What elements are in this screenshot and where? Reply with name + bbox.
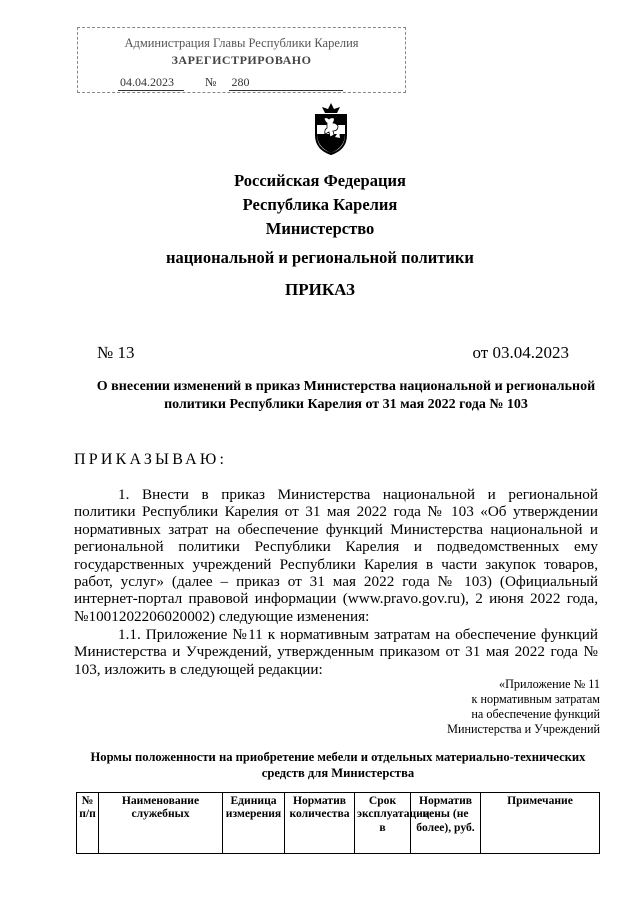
header-ministry: Министерство	[265, 219, 375, 238]
table-header-cell: Единица измерения	[223, 793, 285, 854]
stamp-reg-line	[118, 75, 343, 91]
appendix-line-2: к нормативным затратам	[471, 692, 600, 706]
appendix-line-3: на обеспечение функций	[471, 707, 600, 721]
decree-word: ПРИКАЗЫВАЮ:	[74, 451, 228, 468]
table-header-cell: Норматив количества	[285, 793, 355, 854]
appendix-line-1: «Приложение № 11	[499, 677, 600, 691]
document-type: ПРИКАЗ	[285, 280, 355, 299]
table-header-cell: № п/п	[77, 793, 99, 854]
table-header-cell: Наименование служебных	[99, 793, 223, 854]
stamp-number: 280	[229, 75, 343, 91]
norms-table	[76, 792, 600, 854]
stamp-date: 04.04.2023	[118, 75, 184, 91]
table-header-cell: Норматив цены (не более), руб.	[411, 793, 481, 854]
header-republic: Республика Карелия	[242, 195, 398, 214]
table-header-row	[77, 793, 600, 854]
subject-line-2: политики Республики Карелия от 31 мая 2022 года № 103	[164, 397, 528, 412]
paragraph-1: 1. Внести в приказ Министерства национальной и региональной политики Республики Карелия от 31 мая 2022 года № 103 «Об утверждении нормативных затрат на обеспечение функций Министерства национальной и региональной политики Республики Карелия и подведомственных ему государственных учреждений Республики Карелия в части закупок товаров, работ, услуг» (далее – приказ от 31 мая 2022 года № 103) (Официальный интернет-портал правовой информации (www.pravo.gov.ru), 2 июня 2022 года, №1001202206020002) следующие изменения:	[74, 486, 598, 625]
norms-title-line-1: Нормы положенности на приобретение мебели и отдельных материально-технических	[90, 750, 586, 764]
order-number: № 13	[97, 343, 135, 362]
table-header-cell: Примечание	[481, 793, 600, 854]
stamp-registered: ЗАРЕГИСТРИРОВАНО	[171, 53, 312, 67]
stamp-authority: Администрация Главы Республики Карелия	[124, 36, 359, 50]
order-date: от 03.04.2023	[472, 343, 569, 362]
registration-stamp	[77, 27, 406, 93]
norms-title-line-2: средств для Министерства	[261, 766, 415, 780]
coat-of-arms-icon	[311, 101, 351, 155]
header-ministry-name: национальной и региональной политики	[166, 248, 474, 267]
table-header-cell: Срок эксплуатации в	[355, 793, 411, 854]
header-country: Российская Федерация	[234, 171, 406, 190]
stamp-number-sign: №	[205, 75, 217, 89]
subject-line-1: О внесении изменений в приказ Министерства национальной и региональной	[96, 379, 596, 394]
paragraph-1-1: 1.1. Приложение №11 к нормативным затратам на обеспечение функций Министерства и Учреждений, утвержденным приказом от 31 мая 2022 года № 103, изложить в следующей редакции:	[74, 626, 598, 678]
appendix-line-4: Министерства и Учреждений	[447, 722, 600, 736]
